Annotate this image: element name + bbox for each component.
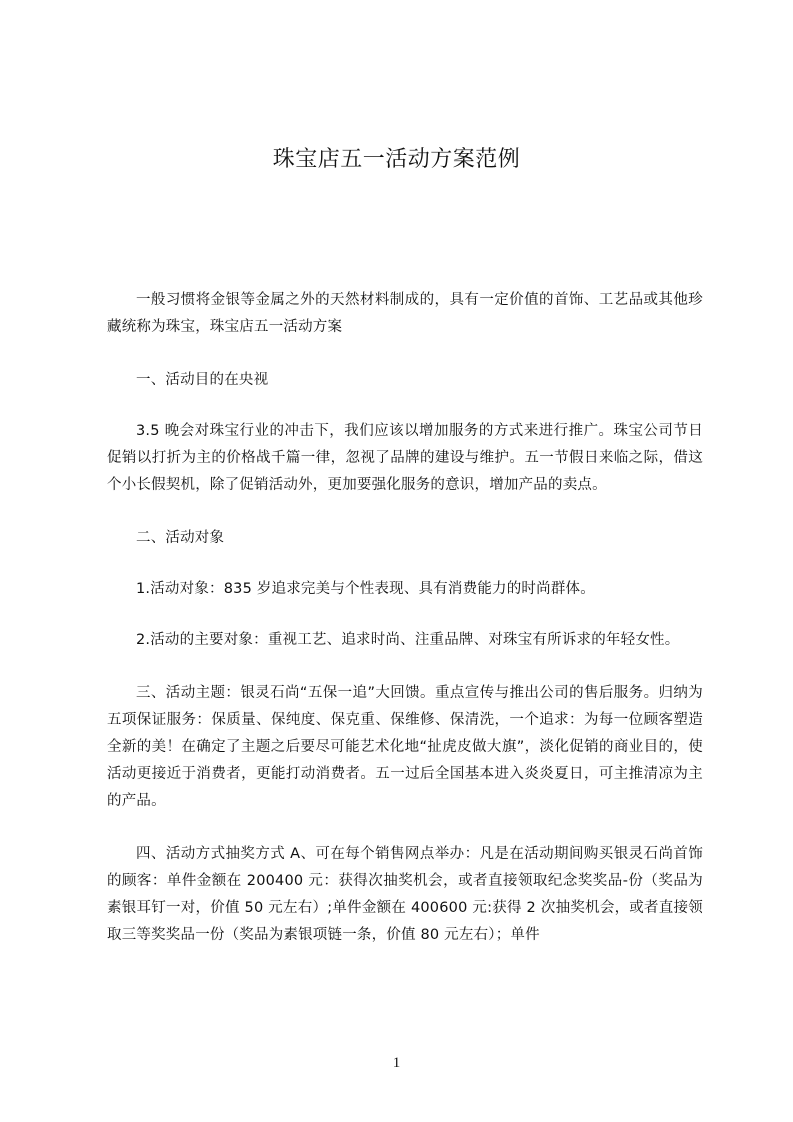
heading-section-2: 二、活动对象: [136, 530, 225, 546]
heading-section-1: 一、活动目的在央视: [136, 372, 269, 388]
paragraph-section-4: 四、活动方式抽奖方式 A、可在每个销售网点举办：凡是在活动期间购买银灵石尚首饰的顾客：单件金额在 200400 元：获得次抽奖机会，或者直接领取纪念奖奖品-份（奖品为素银耳钉一对，价值 50 元左右）;单件金额在 400600 元:获得 2 次抽奖机会，或者直接领取三等奖奖品一份（奖品为素银项链一条，价值 80 元左右）；单件: [107, 846, 703, 943]
paragraph-target-1: 1.活动对象：835 岁追求完美与个性表现、具有消费能力的时尚群体。: [136, 581, 595, 597]
document-body: [107, 287, 703, 975]
paragraph-target-2: 2.活动的主要对象：重视工艺、追求时尚、注重品牌、对珠宝有所诉求的年轻女性。: [136, 632, 680, 648]
paragraph-section-3: 三、活动主题：银灵石尚“五保一追”大回馈。重点宣传与推出公司的售后服务。归纳为五项保证服务：保质量、保纯度、保克重、保维修、保清洗，一个追求：为每一位顾客塑造全新的美！在确定了主题之后要尽可能艺术化地“扯虎皮做大旗”，淡化促销的商业目的，使活动更接近于消费者，更能打动消费者。五一过后全国基本进入炎炎夏日，可主推清凉为主的产品。: [107, 685, 703, 809]
page-number: 1: [392, 1055, 401, 1071]
paragraph-section-1: 3.5 晚会对珠宝行业的冲击下，我们应该以增加服务的方式来进行推广。珠宝公司节日促销以打折为主的价格战千篇一律，忽视了品牌的建设与维护。五一节假日来临之际，借这个小长假契机，除了促销活动外，更加要强化服务的意识，增加产品的卖点。: [107, 423, 703, 493]
paragraph-intro: 一般习惯将金银等金属之外的天然材料制成的，具有一定价值的首饰、工艺品或其他珍藏统称为珠宝，珠宝店五一活动方案: [107, 292, 703, 335]
document-title: 珠宝店五一活动方案范例: [272, 147, 521, 172]
